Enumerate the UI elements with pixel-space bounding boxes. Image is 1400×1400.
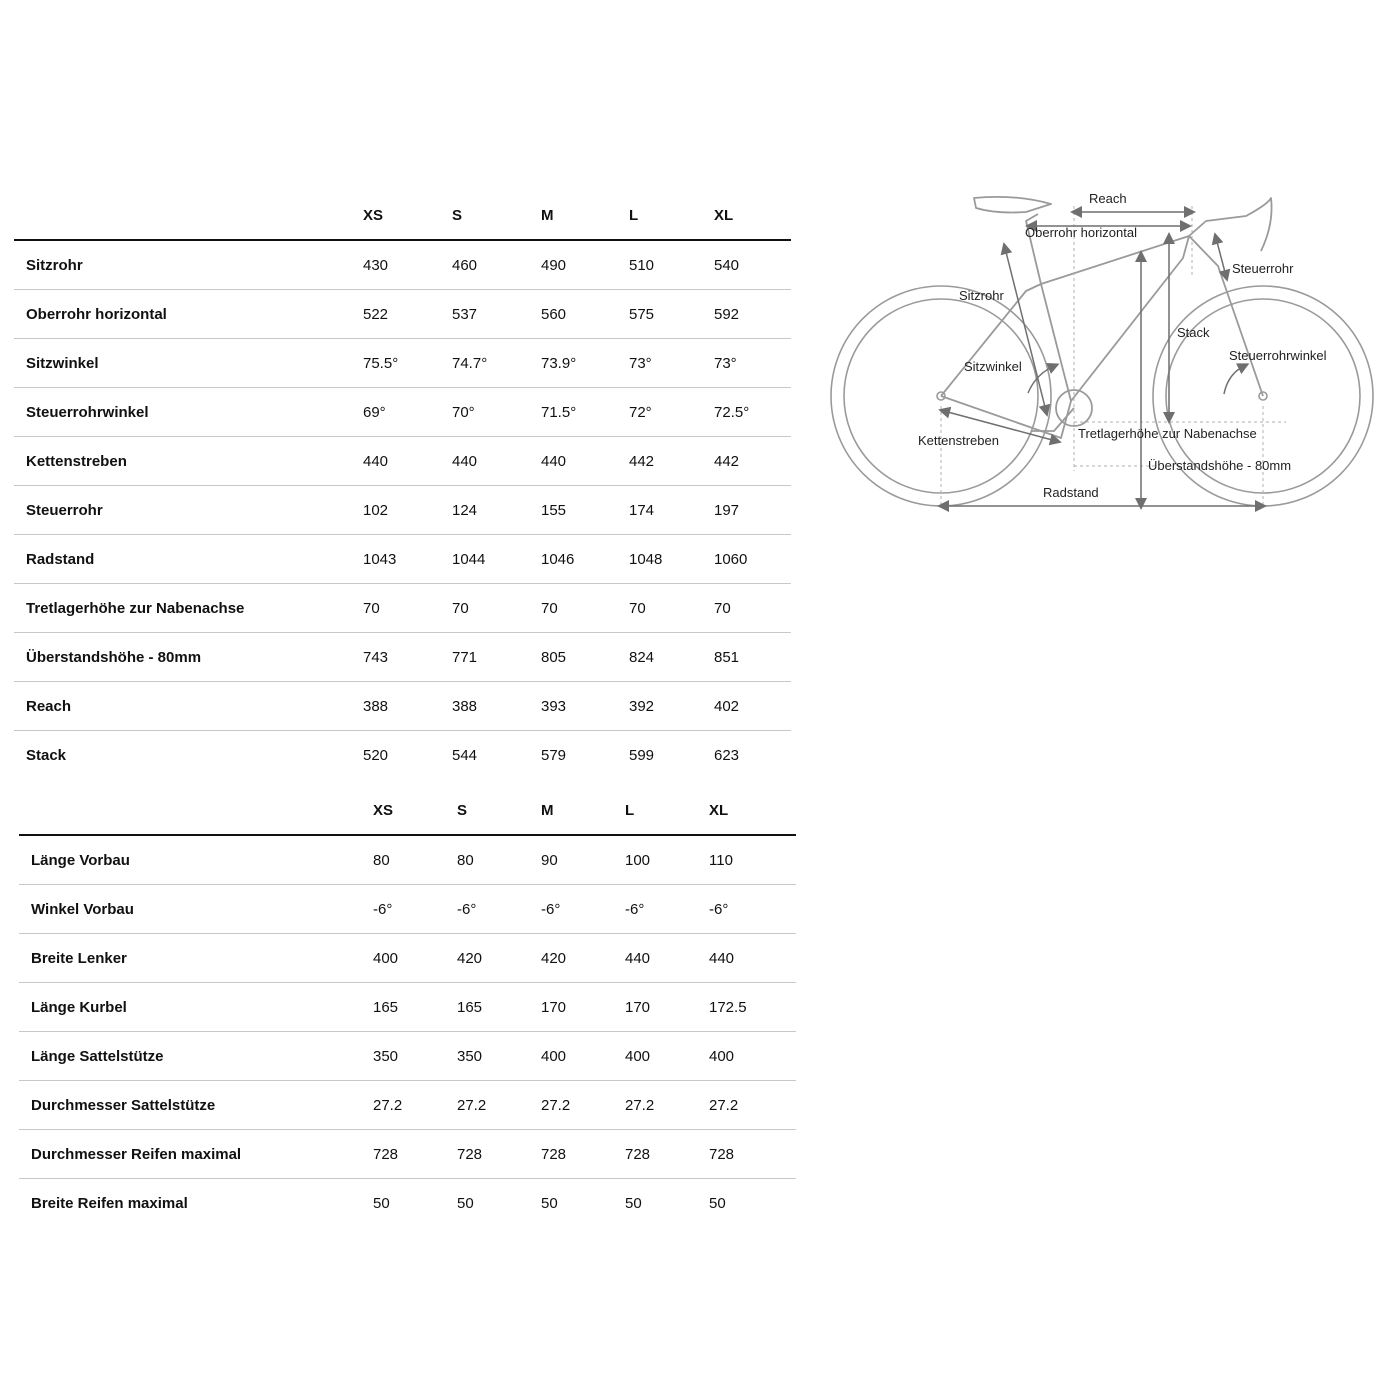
geometry-cell: 824 — [629, 633, 714, 682]
components-row-label: Breite Lenker — [19, 934, 373, 983]
components-cell: 27.2 — [709, 1081, 796, 1130]
geometry-cell: 430 — [363, 240, 452, 290]
geometry-cell: 575 — [629, 290, 714, 339]
geometry-cell: 73° — [629, 339, 714, 388]
components-cell: 350 — [457, 1032, 541, 1081]
geometry-cell: 197 — [714, 486, 791, 535]
components-cell: 50 — [457, 1194, 474, 1212]
geometry-cell: 522 — [363, 290, 452, 339]
geometry-cell: 440 — [541, 437, 629, 486]
geometry-row-label: Sitzwinkel — [14, 339, 363, 388]
geometry-cell: 599 — [629, 746, 655, 764]
geometry-row — [14, 731, 791, 780]
size-header-xl: XL — [714, 191, 791, 240]
geometry-header-row — [14, 191, 791, 240]
components-cell: 400 — [709, 1032, 796, 1081]
geometry-row-label: Radstand — [14, 535, 363, 584]
size-header-xs: XS — [363, 191, 452, 240]
components-cell: 440 — [709, 934, 796, 983]
geometry-cell: 72.5° — [714, 388, 791, 437]
geometry-cell: 393 — [541, 682, 629, 731]
components-cell: -6° — [709, 885, 796, 934]
geometry-cell: 69° — [363, 388, 452, 437]
geometry-table — [14, 191, 791, 779]
geometry-cell: 537 — [452, 290, 541, 339]
geometry-cell: 75.5° — [363, 339, 452, 388]
components-header-corner — [19, 786, 373, 835]
geometry-cell: 560 — [541, 290, 629, 339]
components-cell: 420 — [457, 934, 541, 983]
size-header-l: L — [625, 786, 709, 835]
components-cell: 50 — [709, 1194, 726, 1212]
components-cell: -6° — [373, 885, 457, 934]
components-cell: 728 — [457, 1130, 541, 1179]
geometry-cell: 71.5° — [541, 388, 629, 437]
components-row — [19, 934, 796, 983]
geometry-cell: 70° — [452, 388, 541, 437]
geometry-cell: 510 — [629, 240, 714, 290]
components-cell: 440 — [625, 934, 709, 983]
geometry-row-label: Steuerrohr — [14, 486, 363, 535]
components-cell: 400 — [373, 934, 457, 983]
geometry-row — [14, 682, 791, 731]
geometry-cell: 388 — [452, 682, 541, 731]
geometry-row — [14, 535, 791, 584]
components-cell: 400 — [625, 1032, 709, 1081]
geometry-row-label: Steuerrohrwinkel — [14, 388, 363, 437]
geometry-cell: 102 — [363, 486, 452, 535]
components-cell: 50 — [625, 1194, 642, 1212]
components-cell: -6° — [625, 885, 709, 934]
components-cell: 165 — [457, 983, 541, 1032]
geometry-cell: 743 — [363, 633, 452, 682]
geometry-row-label: Reach — [14, 682, 363, 731]
components-cell: 80 — [373, 835, 457, 885]
components-cell: 100 — [625, 835, 709, 885]
components-cell: 728 — [625, 1130, 709, 1179]
size-header-xl: XL — [709, 786, 796, 835]
geometry-cell: 388 — [363, 682, 452, 731]
geometry-cell: 70 — [363, 584, 452, 633]
geometry-cell: 70 — [714, 584, 791, 633]
geometry-cell: 74.7° — [452, 339, 541, 388]
diagram-labels — [918, 191, 1327, 500]
geometry-row — [14, 290, 791, 339]
label-head-angle: Steuerrohrwinkel — [1229, 348, 1327, 363]
label-top-tube: Oberrohr horizontal — [1025, 225, 1137, 240]
geometry-cell: 73.9° — [541, 339, 629, 388]
geometry-row — [14, 339, 791, 388]
geometry-cell: 1044 — [452, 535, 541, 584]
geometry-cell: 70 — [629, 584, 714, 633]
components-row — [19, 1081, 796, 1130]
geometry-cell: 490 — [541, 240, 629, 290]
geometry-cell: 771 — [452, 633, 541, 682]
components-cell: 50 — [373, 1194, 390, 1212]
components-row — [19, 1032, 796, 1081]
components-cell: 165 — [373, 983, 457, 1032]
label-head-tube: Steuerrohr — [1232, 261, 1294, 276]
geometry-cell: 1043 — [363, 535, 452, 584]
label-wheelbase: Radstand — [1043, 485, 1099, 500]
geometry-cell: 440 — [452, 437, 541, 486]
geometry-cell: 520 — [363, 746, 389, 764]
geometry-cell: 540 — [714, 240, 791, 290]
geometry-row — [14, 240, 791, 290]
geometry-row — [14, 584, 791, 633]
size-header-m: M — [541, 191, 629, 240]
geometry-row — [14, 486, 791, 535]
geometry-cell: 1060 — [714, 535, 791, 584]
components-cell: 90 — [541, 835, 625, 885]
components-cell: 170 — [541, 983, 625, 1032]
geometry-cell: 402 — [714, 682, 791, 731]
components-cell: 80 — [457, 835, 541, 885]
components-row-label: Winkel Vorbau — [19, 885, 373, 934]
geometry-cell: 442 — [714, 437, 791, 486]
geometry-cell: 851 — [714, 633, 791, 682]
components-row — [19, 983, 796, 1032]
components-row-label: Durchmesser Reifen maximal — [19, 1130, 373, 1179]
geometry-row — [14, 437, 791, 486]
geometry-cell: 70 — [452, 584, 541, 633]
geometry-cell: 1048 — [629, 535, 714, 584]
label-stack: Stack — [1177, 325, 1210, 340]
geometry-cell: 1046 — [541, 535, 629, 584]
components-cell: 728 — [373, 1130, 457, 1179]
components-row-label: Länge Kurbel — [19, 983, 373, 1032]
components-row-label: Breite Reifen maximal — [31, 1194, 188, 1212]
size-header-s: S — [452, 191, 541, 240]
geometry-cell: 623 — [714, 746, 740, 764]
geometry-cell: 592 — [714, 290, 791, 339]
components-cell: 27.2 — [541, 1081, 625, 1130]
geometry-cell: 70 — [541, 584, 629, 633]
size-header-l: L — [629, 191, 714, 240]
geometry-row-label: Sitzrohr — [14, 240, 363, 290]
geometry-row-label: Tretlagerhöhe zur Nabenachse — [14, 584, 363, 633]
geometry-cell: 805 — [541, 633, 629, 682]
geometry-cell: 174 — [629, 486, 714, 535]
size-header-s: S — [457, 786, 541, 835]
geometry-row — [14, 633, 791, 682]
label-seat-tube: Sitzrohr — [959, 288, 1004, 303]
geometry-row-label: Stack — [26, 746, 67, 764]
components-cell: 728 — [541, 1130, 625, 1179]
components-cell: 50 — [541, 1194, 558, 1212]
bike-geometry-diagram — [826, 186, 1386, 516]
label-reach: Reach — [1089, 191, 1127, 206]
components-cell: 400 — [541, 1032, 625, 1081]
components-cell: -6° — [457, 885, 541, 934]
components-row — [19, 1179, 796, 1228]
size-header-xs: XS — [373, 786, 457, 835]
components-cell: 420 — [541, 934, 625, 983]
components-row — [19, 1130, 796, 1179]
components-header-row — [19, 786, 796, 835]
components-row-label: Durchmesser Sattelstütze — [19, 1081, 373, 1130]
geometry-table-body — [14, 240, 791, 779]
components-row-label: Länge Vorbau — [19, 835, 373, 885]
label-chainstays: Kettenstreben — [918, 433, 999, 448]
label-bb-drop: Tretlagerhöhe zur Nabenachse — [1078, 426, 1257, 441]
components-row — [19, 835, 796, 885]
components-cell: 27.2 — [373, 1081, 457, 1130]
components-cell: 27.2 — [625, 1081, 709, 1130]
components-table — [19, 786, 796, 1227]
components-cell: 110 — [709, 835, 796, 885]
components-cell: 27.2 — [457, 1081, 541, 1130]
geometry-cell: 73° — [714, 339, 791, 388]
label-seat-angle: Sitzwinkel — [964, 359, 1022, 374]
geometry-cell: 72° — [629, 388, 714, 437]
geometry-row — [14, 388, 791, 437]
geometry-cell: 460 — [452, 240, 541, 290]
components-cell: -6° — [541, 885, 625, 934]
geometry-header-corner — [14, 191, 363, 240]
geometry-cell: 579 — [541, 746, 567, 764]
geometry-row-label: Überstandshöhe - 80mm — [14, 633, 363, 682]
label-standover: Überstandshöhe - 80mm — [1148, 458, 1292, 473]
geometry-cell: 442 — [629, 437, 714, 486]
components-cell: 172.5 — [709, 983, 796, 1032]
components-cell: 170 — [625, 983, 709, 1032]
components-row — [19, 885, 796, 934]
geometry-row-label: Oberrohr horizontal — [14, 290, 363, 339]
geometry-cell: 440 — [363, 437, 452, 486]
geometry-cell: 124 — [452, 486, 541, 535]
components-table-body — [19, 835, 796, 1227]
components-row-label: Länge Sattelstütze — [19, 1032, 373, 1081]
geometry-cell: 155 — [541, 486, 629, 535]
components-cell: 350 — [373, 1032, 457, 1081]
components-cell: 728 — [709, 1130, 796, 1179]
geometry-cell: 544 — [452, 746, 478, 764]
geometry-cell: 392 — [629, 682, 714, 731]
size-header-m: M — [541, 786, 625, 835]
geometry-row-label: Kettenstreben — [14, 437, 363, 486]
